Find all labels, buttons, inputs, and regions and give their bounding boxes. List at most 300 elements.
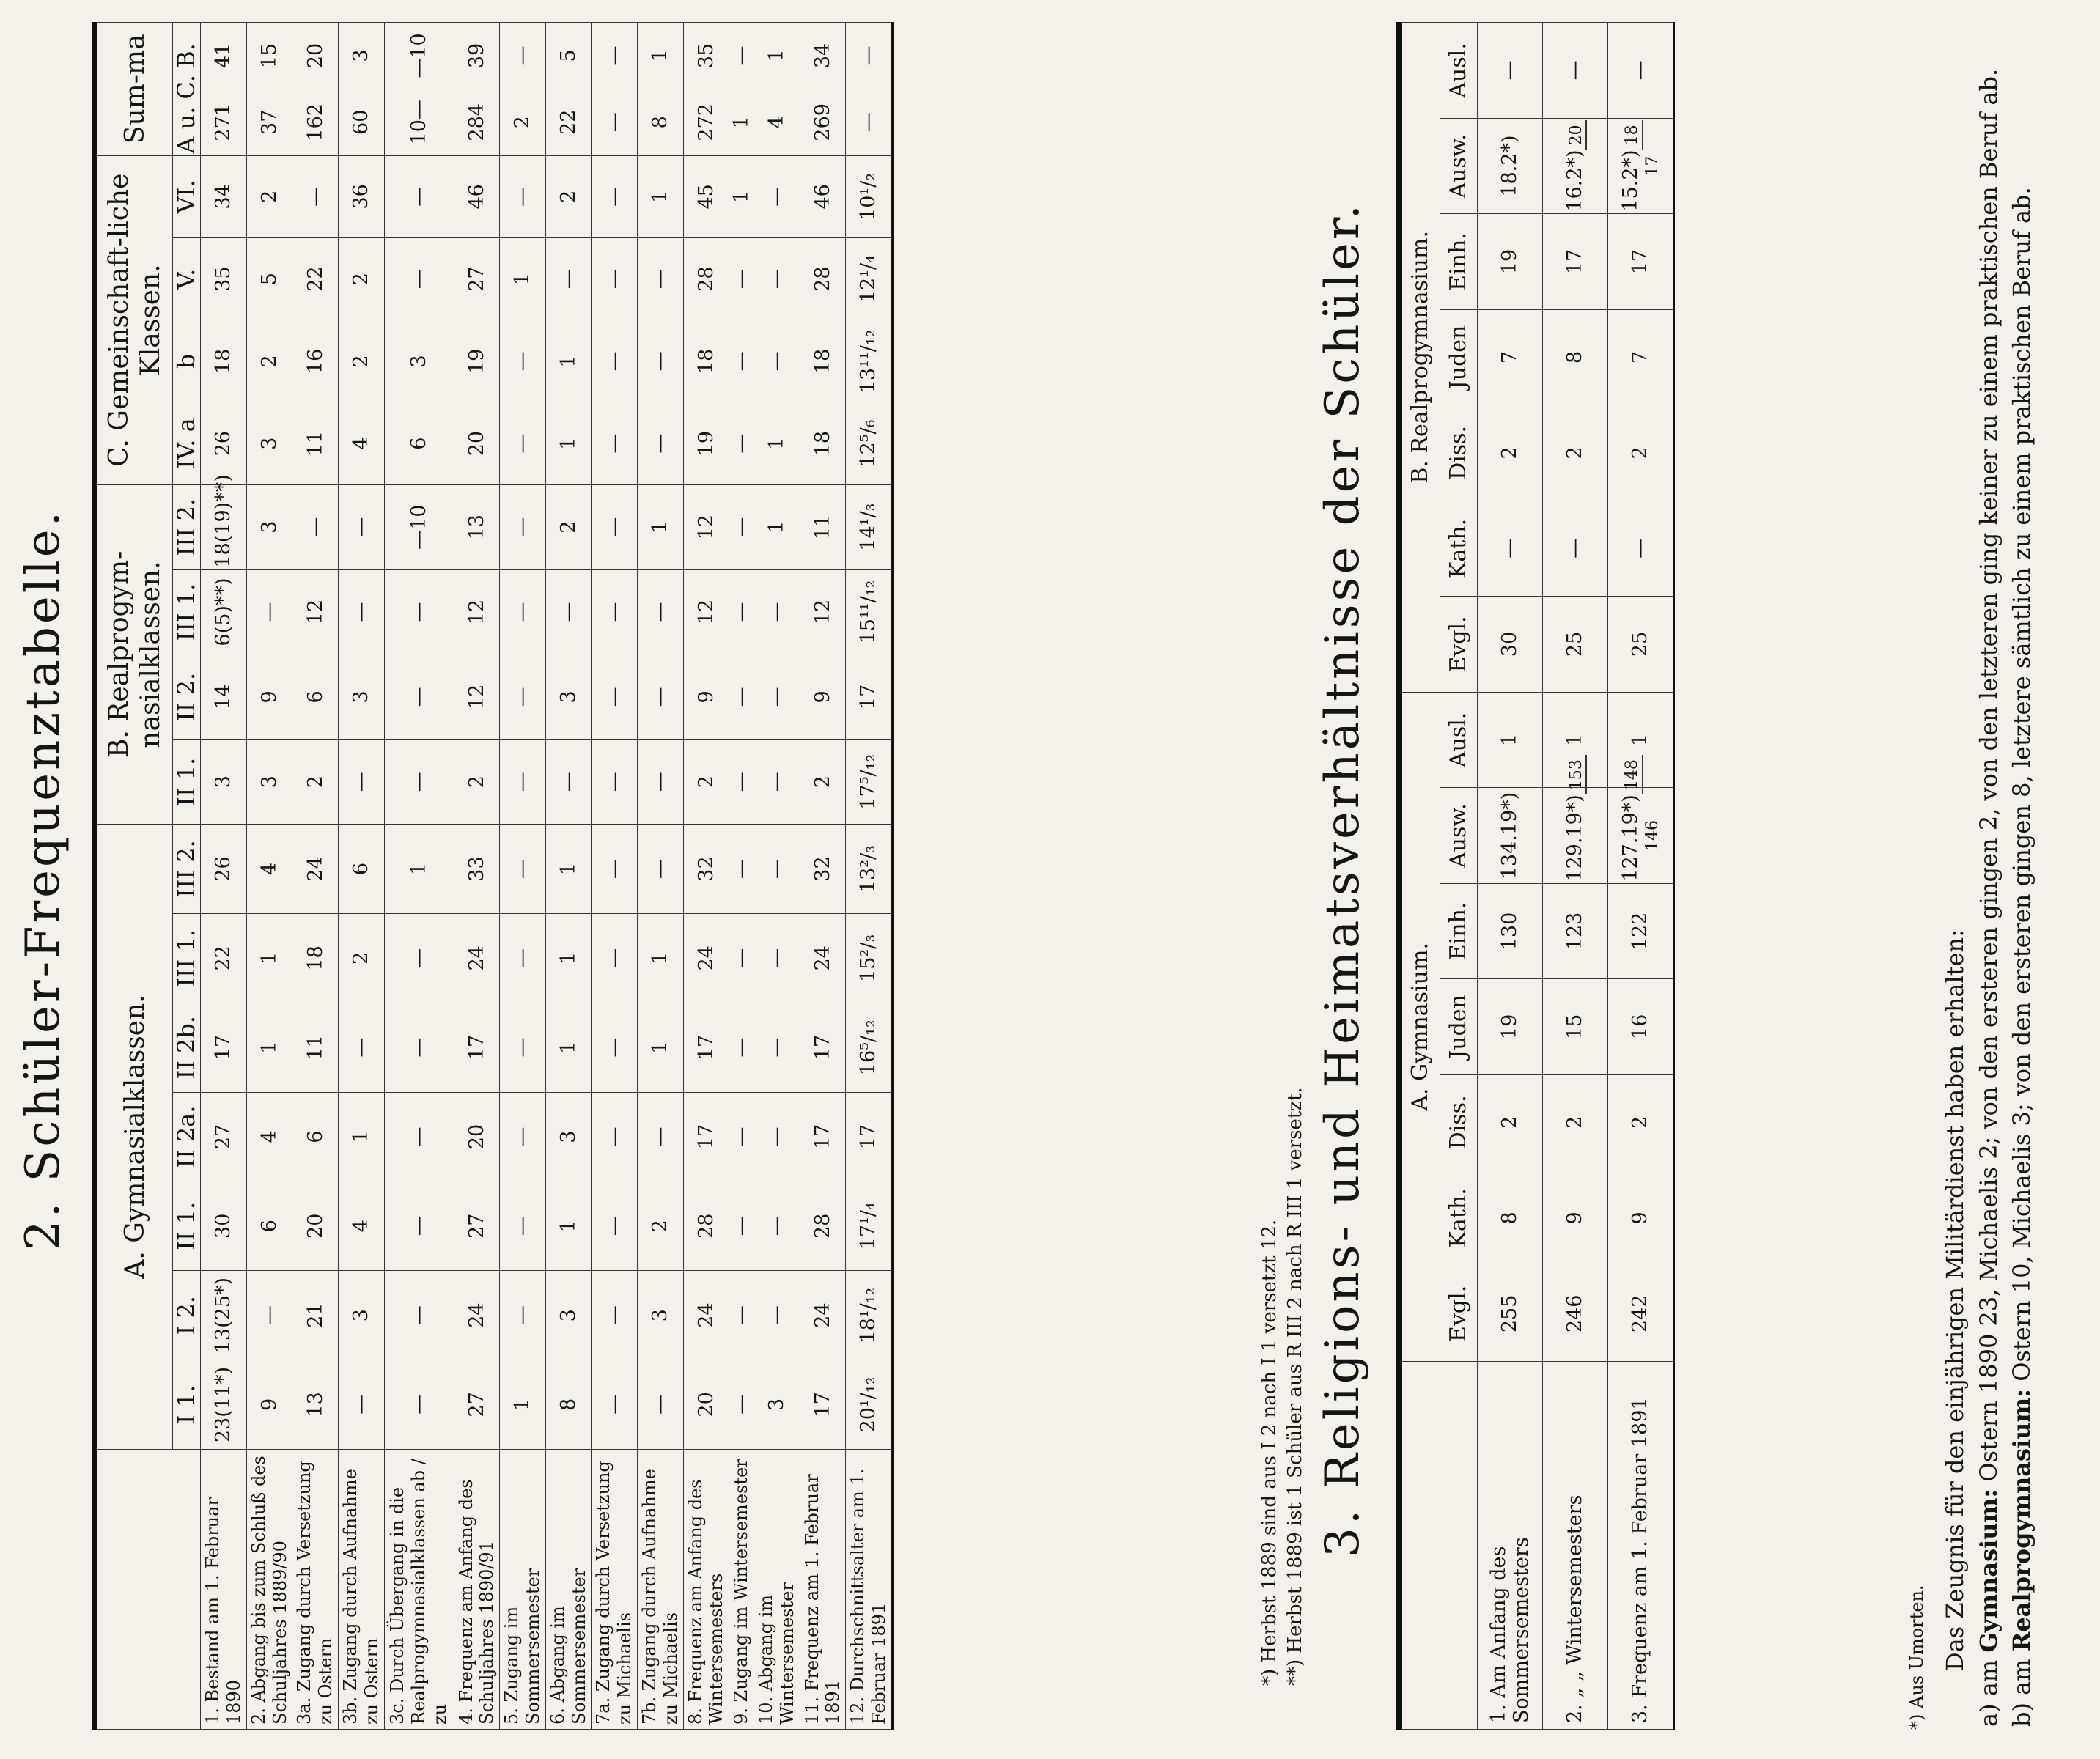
table-cell [1478, 788, 1543, 883]
table-cell: — [637, 825, 683, 914]
table-cell: — [637, 320, 683, 402]
cell-value: 30 [1498, 631, 1522, 657]
table-cell: 6(5)**) [201, 569, 247, 654]
table-cell: — [729, 913, 754, 1003]
table-cell: 2 [545, 155, 592, 237]
table-cell: — [500, 1181, 546, 1271]
table-cell [1608, 597, 1674, 692]
table-cell: 15²/₃ [846, 913, 893, 1003]
table-cell: 1 [729, 89, 754, 155]
table-cell: — [637, 1092, 683, 1181]
table-row [800, 23, 846, 1730]
cell-value: 1 [1563, 733, 1587, 747]
table-cell: 3 [545, 1271, 592, 1360]
item-label: b) am [2008, 1659, 2036, 1727]
militaer-intro: Das Zeugnis für den einjährigen Militärdienst haben erhalten: [1941, 929, 1970, 1671]
table-cell: — [500, 654, 546, 740]
table-cell: — [754, 155, 800, 237]
table-cell: — [384, 1181, 454, 1271]
table-cell: — [500, 402, 546, 484]
table-cell: 2 [454, 740, 500, 825]
table-cell: 45 [683, 155, 729, 237]
cell-total: 20 [1567, 120, 1587, 150]
column-header: Einh. [1440, 214, 1478, 309]
table-cell: — [729, 1360, 754, 1450]
table-cell: 37 [246, 89, 292, 155]
table-cell: — [592, 569, 638, 654]
table-row [201, 23, 247, 1730]
row-label: 5. Zugang im Sommersemester [500, 1449, 546, 1729]
cell-value: 7 [1629, 350, 1652, 364]
table-cell: 10— [384, 89, 454, 155]
table-cell: — [500, 913, 546, 1003]
table-cell [1478, 1266, 1543, 1361]
religion-table-title: 3. Religions- und Heimatsverhältnisse der Schüler. [1316, 202, 1370, 1557]
cell-value: 9 [1629, 1212, 1652, 1225]
table-cell: 12¹/₄ [846, 237, 893, 320]
table-cell: — [500, 1271, 546, 1360]
table-cell: — [592, 913, 638, 1003]
table-cell: — [500, 569, 546, 654]
table-cell: 284 [454, 89, 500, 155]
table-cell: 32 [683, 825, 729, 914]
group-realprogymnasium: B. Realprogymnasium. [1399, 23, 1440, 693]
table-cell: 2 [338, 320, 384, 402]
group-summa: Sum-ma [95, 23, 173, 156]
cell-total: 148 [1623, 755, 1643, 794]
table-cell: 46 [800, 155, 846, 237]
column-header: II 1. [173, 740, 201, 825]
table-cell: 2 [637, 1181, 683, 1271]
table-cell: 1 [637, 155, 683, 237]
column-header: A u. C. [173, 89, 201, 155]
table-cell: — [384, 654, 454, 740]
table-cell: 14¹/₃ [846, 484, 893, 569]
column-header: IV. a [173, 402, 201, 484]
table-cell: 26 [201, 402, 247, 484]
table-cell: 269 [800, 89, 846, 155]
table-cell: 35 [683, 23, 729, 89]
row-label-header [1399, 1362, 1478, 1730]
cell-value: 123 [1563, 912, 1587, 951]
table-cell: — [500, 484, 546, 569]
table-cell: 2 [246, 155, 292, 237]
table-row [1608, 23, 1674, 1730]
table-cell: 1 [545, 913, 592, 1003]
table-cell: — [545, 569, 592, 654]
table-cell: 8 [545, 1360, 592, 1450]
table-cell: 24 [292, 825, 339, 914]
table-cell: 12 [683, 484, 729, 569]
table-cell: 11 [292, 1003, 339, 1092]
table-cell: 6 [292, 654, 339, 740]
table-cell: — [545, 740, 592, 825]
column-header: III 1. [173, 569, 201, 654]
table-cell: 1 [637, 23, 683, 89]
militaer-realprogymnasium [2007, 22, 2038, 1730]
table-cell: 27 [454, 1360, 500, 1450]
table-cell: — [500, 1092, 546, 1181]
table-cell: —10 [384, 23, 454, 89]
column-header: Kath. [1440, 1170, 1478, 1266]
table-row [846, 23, 893, 1730]
table-cell: — [592, 1181, 638, 1271]
table-cell: 9 [683, 654, 729, 740]
table-cell [1608, 883, 1674, 978]
table-cell: 32 [800, 825, 846, 914]
table-cell: 3 [338, 23, 384, 89]
cell-value: 19 [1498, 248, 1522, 275]
table-cell: 20¹/₁₂ [846, 1360, 893, 1450]
table-cell: — [729, 740, 754, 825]
item-bold: Gymnasium: [1974, 1489, 2003, 1653]
table-cell: — [592, 402, 638, 484]
row-label: 12. Durchschnittsalter am 1. Februar 1891 [846, 1449, 893, 1729]
column-header: II 2b. [173, 1003, 201, 1092]
column-header: Evgl. [1440, 1266, 1478, 1361]
column-header: Einh. [1440, 883, 1478, 978]
frequency-table-body [201, 23, 893, 1730]
column-header: B. [173, 23, 201, 89]
table-cell: 27 [454, 237, 500, 320]
table-cell: 1 [338, 1092, 384, 1181]
table-cell [1608, 405, 1674, 501]
table-cell: — [592, 1271, 638, 1360]
table-cell: — [637, 402, 683, 484]
table-cell: 17 [800, 1092, 846, 1181]
table-cell: — [592, 1003, 638, 1092]
table-cell [1478, 692, 1543, 788]
column-header: II 2. [173, 654, 201, 740]
cell-value: 16 [1629, 1014, 1652, 1040]
column-header: Diss. [1440, 405, 1478, 501]
table-row [637, 23, 683, 1730]
cell-value: 7 [1498, 350, 1522, 364]
table-cell: 28 [800, 1181, 846, 1271]
table-cell: 1 [754, 23, 800, 89]
row-label: 3b. Zugang durch Aufnahme zu Ostern [338, 1449, 384, 1729]
table-cell [1543, 597, 1608, 692]
table-cell: — [545, 237, 592, 320]
table-cell: 22 [201, 913, 247, 1003]
table-cell [1608, 759, 1674, 883]
table-cell: — [729, 569, 754, 654]
footnote: **) Herbst 1889 ist 1 Schüler aus R III 2 nach R III 1 versetzt. [1284, 1087, 1307, 1686]
cell-total: 146 [1643, 819, 1662, 851]
table-cell: 17 [800, 1360, 846, 1450]
table-cell: — [729, 654, 754, 740]
table-cell: 24 [800, 913, 846, 1003]
table-row [729, 23, 754, 1730]
table-cell: 1 [637, 913, 683, 1003]
table-cell: 1 [246, 913, 292, 1003]
table-cell: — [754, 913, 800, 1003]
table-cell: 19 [454, 320, 500, 402]
table-cell: — [637, 1360, 683, 1450]
table-row [500, 23, 546, 1730]
table-cell: — [592, 1360, 638, 1450]
cell-value: 15.2*) [1619, 150, 1643, 212]
table-cell: — [592, 654, 638, 740]
row-label: 3a. Zugang durch Versetzung zu Ostern [292, 1449, 339, 1729]
table-cell: — [500, 155, 546, 237]
cell-value: — [1563, 538, 1587, 558]
table-cell [1543, 1266, 1608, 1361]
table-cell: 16 [292, 320, 339, 402]
table-cell: 2 [338, 913, 384, 1003]
table-cell: — [592, 155, 638, 237]
row-label: 9. Zugang im Wintersemester [729, 1449, 754, 1729]
cell-value: 255 [1498, 1294, 1522, 1333]
table-cell: — [592, 484, 638, 569]
table-cell: 272 [683, 89, 729, 155]
column-header: Ausw. [1440, 118, 1478, 213]
table-cell: 13 [292, 1360, 339, 1450]
table-cell: 6 [246, 1181, 292, 1271]
table-cell: 9 [800, 654, 846, 740]
table-cell: 28 [683, 237, 729, 320]
table-row [592, 23, 638, 1730]
table-cell: 17 [846, 654, 893, 740]
group-realprogymnasial: B. Realprogym-nasialklassen. [95, 484, 173, 824]
cell-total: 17 [1643, 155, 1662, 177]
table-cell: — [729, 1092, 754, 1181]
row-label: 7b. Zugang durch Aufnahme zu Michaelis [637, 1449, 683, 1729]
table-cell: 24 [683, 913, 729, 1003]
table-cell: 20 [292, 1181, 339, 1271]
cell-value: 246 [1563, 1294, 1587, 1333]
table-cell [1608, 309, 1674, 405]
table-cell: 24 [800, 1271, 846, 1360]
cell-value: 122 [1629, 912, 1652, 951]
table-cell: 5 [545, 23, 592, 89]
cell-value: 2 [1498, 1115, 1522, 1129]
column-header: b [173, 320, 201, 402]
table-cell: 16⁵/₁₂ [846, 1003, 893, 1092]
table-cell: — [384, 237, 454, 320]
row-label-header [95, 1449, 201, 1729]
table-cell: 2 [683, 740, 729, 825]
table-cell: 3 [246, 484, 292, 569]
table-row [246, 23, 292, 1730]
table-cell: 14 [201, 654, 247, 740]
table-cell [1478, 1074, 1543, 1170]
item-text: Ostern 10, Michaelis 3; von den ersteren gingen 8, letztere sämtlich zu einem praktischen Beruf ab. [2008, 187, 2036, 1382]
table-cell: — [637, 237, 683, 320]
table-cell [1608, 1074, 1674, 1170]
table-cell: 3 [545, 1092, 592, 1181]
table-cell: — [729, 1271, 754, 1360]
table-cell: — [500, 320, 546, 402]
table-cell: 2 [292, 740, 339, 825]
table-cell: 60 [338, 89, 384, 155]
table-cell: 1 [637, 484, 683, 569]
item-label: a) am [1974, 1659, 2003, 1727]
table-cell: 46 [454, 155, 500, 237]
table-cell: 13 [454, 484, 500, 569]
table-cell: 3 [201, 740, 247, 825]
cell-value: 18.2*) [1498, 135, 1522, 197]
cell-value: 1 [1498, 733, 1522, 747]
table-cell: 1 [637, 1003, 683, 1092]
cell-value: 25 [1629, 631, 1652, 657]
group-gymnasium: A. Gymnasium. [1399, 692, 1440, 1361]
table-cell [1478, 597, 1543, 692]
table-cell: 28 [683, 1181, 729, 1271]
table-cell: 1 [246, 1003, 292, 1092]
table-cell: 18¹/₁₂ [846, 1271, 893, 1360]
table-cell: 20 [683, 1360, 729, 1450]
religion-footnote: *) Aus Umorten. [1906, 1585, 1927, 1730]
table-cell: 18 [201, 320, 247, 402]
table-cell: — [384, 155, 454, 237]
row-label: 3. Frequenz am 1. Februar 1891 [1608, 1362, 1674, 1730]
cell-value: 8 [1498, 1212, 1522, 1225]
table-cell [1478, 883, 1543, 978]
table-cell: 3 [637, 1271, 683, 1360]
table-row [292, 23, 339, 1730]
cell-value: 2 [1498, 446, 1522, 460]
cell-value: — [1629, 60, 1652, 81]
cell-value: 130 [1498, 912, 1522, 951]
table-cell: 2 [500, 89, 546, 155]
table-cell: — [729, 23, 754, 89]
table-cell: 22 [545, 89, 592, 155]
footer-text [1906, 22, 2041, 1730]
table-cell: 1 [545, 1181, 592, 1271]
table-cell: 17 [683, 1092, 729, 1181]
column-header: I 1. [173, 1360, 201, 1450]
table-cell [1478, 501, 1543, 596]
table-cell: 18 [683, 320, 729, 402]
table-row [545, 23, 592, 1730]
cell-value: 134.19*) [1498, 792, 1522, 880]
table-cell: — [637, 740, 683, 825]
table-cell: 2 [545, 484, 592, 569]
table-cell: 2 [246, 320, 292, 402]
table-cell: 17⁵/₁₂ [846, 740, 893, 825]
table-cell: 15 [246, 23, 292, 89]
table-cell: 3 [384, 320, 454, 402]
table-cell: 10¹/₂ [846, 155, 893, 237]
table-cell [1608, 501, 1674, 596]
cell-value: 242 [1629, 1294, 1652, 1333]
group-gemeinschaftlich: C. Gemeinschaft-liche Klassen. [95, 155, 173, 484]
table-cell: 1 [754, 484, 800, 569]
cell-value: 19 [1498, 1014, 1522, 1040]
table-cell: 24 [454, 913, 500, 1003]
row-label: 1. Bestand am 1. Februar 1890 [201, 1449, 247, 1729]
item-text: Ostern 1890 23, Michaelis 2; von den ersteren gingen 2, von den letzteren ging keiner zu einem praktischen Beruf ab. [1974, 68, 2003, 1482]
table-cell: — [384, 1360, 454, 1450]
table-row [754, 23, 800, 1730]
table-cell: 13¹¹/₁₂ [846, 320, 893, 402]
cell-value: 129.19*) [1563, 794, 1586, 882]
table-cell: — [592, 825, 638, 914]
table-cell: — [754, 1271, 800, 1360]
table-cell: 27 [454, 1181, 500, 1271]
cell-value: 17 [1629, 248, 1652, 275]
row-label: 7a. Zugang durch Versetzung zu Michaelis [592, 1449, 638, 1729]
table-cell [1543, 759, 1608, 883]
table-cell [1478, 118, 1543, 213]
column-header: VI. [173, 155, 201, 237]
table-cell: 20 [292, 23, 339, 89]
table-cell: 20 [454, 402, 500, 484]
religion-table [1396, 22, 1675, 1730]
table-cell: — [384, 1092, 454, 1181]
table-cell: 15¹¹/₁₂ [846, 569, 893, 654]
column-header: V. [173, 237, 201, 320]
table-cell: 17 [201, 1003, 247, 1092]
cell-value: 16.2*) [1563, 150, 1586, 212]
table-cell: 4 [246, 825, 292, 914]
table-cell: 5 [246, 237, 292, 320]
table-row [454, 23, 500, 1730]
table-cell: 3 [338, 654, 384, 740]
table-cell: 4 [754, 89, 800, 155]
table-cell: — [754, 654, 800, 740]
table-cell: 3 [754, 1360, 800, 1450]
table-cell: 17 [683, 1003, 729, 1092]
table-cell: — [292, 155, 339, 237]
column-header: Ausl. [1440, 692, 1478, 788]
table-cell: 1 [500, 1360, 546, 1450]
table-cell: — [384, 1271, 454, 1360]
row-label: 10. Abgang im Wintersemester [754, 1449, 800, 1729]
table-cell: 33 [454, 825, 500, 914]
table-cell: — [384, 740, 454, 825]
cell-value: 9 [1563, 1212, 1587, 1225]
table-cell: 13(25*) [201, 1271, 247, 1360]
table-cell: 1 [545, 402, 592, 484]
table-cell: — [637, 569, 683, 654]
table-cell: 1 [729, 155, 754, 237]
table-cell: 11 [800, 484, 846, 569]
table-cell: 35 [201, 237, 247, 320]
table-cell: 21 [292, 1271, 339, 1360]
cell-total: 153 [1567, 755, 1587, 794]
column-header: III 1. [173, 913, 201, 1003]
table-cell: 36 [338, 155, 384, 237]
table-cell: — [500, 740, 546, 825]
table-cell: — [729, 1181, 754, 1271]
table-cell [1478, 979, 1543, 1074]
table-cell [1543, 214, 1608, 309]
column-header: II 1. [173, 1181, 201, 1271]
frequency-table [92, 22, 894, 1730]
table-cell: — [754, 740, 800, 825]
table-cell [1608, 118, 1674, 213]
table-cell [1543, 1170, 1608, 1266]
table-cell: 12 [292, 569, 339, 654]
table-cell: 3 [545, 654, 592, 740]
table-cell: — [754, 569, 800, 654]
table-cell [1478, 1170, 1543, 1266]
table-cell: 1 [545, 825, 592, 914]
table-cell: 4 [338, 1181, 384, 1271]
table-cell: — [729, 320, 754, 402]
table-cell: 4 [338, 402, 384, 484]
item-bold: Realprogymnasium: [2008, 1388, 2036, 1652]
table-cell [1543, 883, 1608, 978]
table-cell: 12 [683, 569, 729, 654]
table-cell [1543, 309, 1608, 405]
frequency-table-title: 2. Schüler-Frequenztabelle. [16, 509, 70, 1250]
table-cell: 1 [545, 320, 592, 402]
table-cell: 12 [454, 654, 500, 740]
table-cell: 2 [800, 740, 846, 825]
